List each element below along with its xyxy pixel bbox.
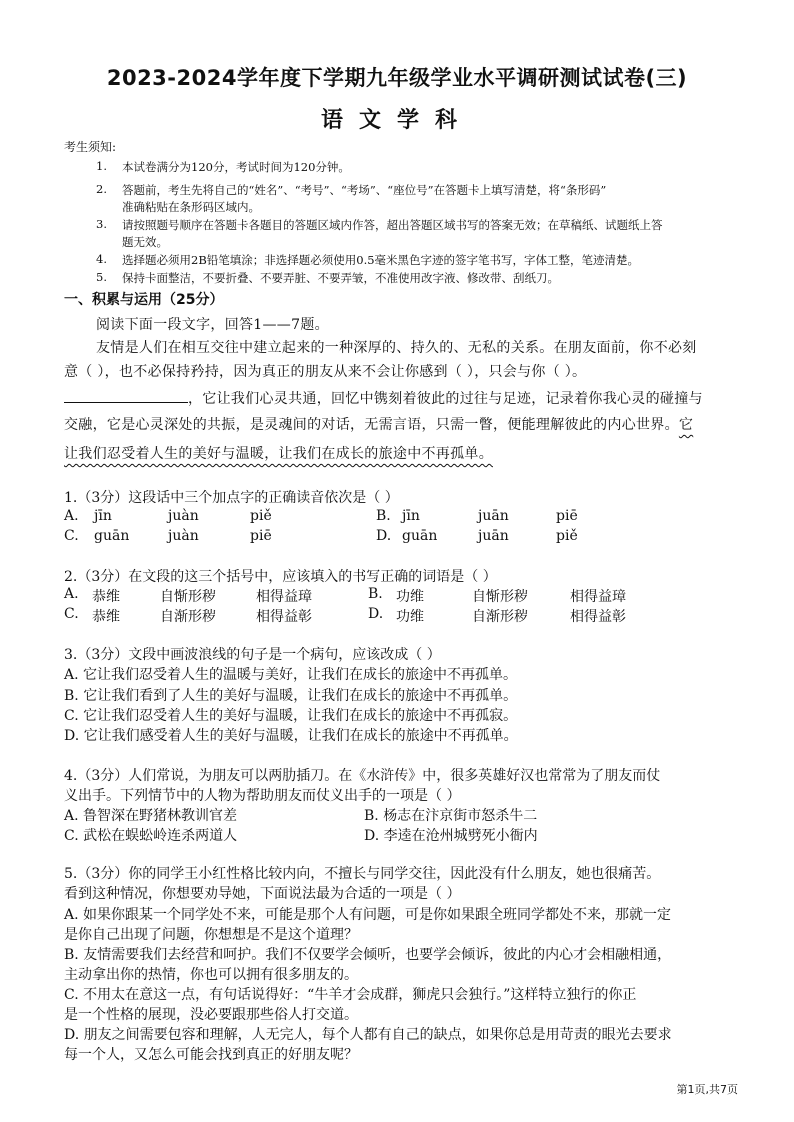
notice-text: 答题前，考生先将自己的“姓名”、“考号”、“考场”、“座位号”在答题卡上填写清楚，将“条形码” — [122, 183, 607, 197]
option-b: B. 友情需要我们去经营和呵护。我们不仅要学会倾听，也要学会倾诉，彼此的内心才会相融相通， — [64, 947, 672, 963]
option-cell: juān — [478, 528, 509, 544]
option-cell: 自渐形秽 — [160, 609, 216, 625]
option-cell: 相得益璋 — [570, 589, 626, 605]
option-c: 是一个性格的展现，没必要跟那些俗人打交道。 — [64, 1007, 358, 1023]
option-d: 每一个人，又怎么可能会找到真正的好朋友呢？ — [64, 1047, 358, 1063]
question-3-stem: 3.（3分）文段中画波浪线的句子是一个病句，应该改成（ ） — [64, 647, 441, 663]
option-b: B. 它让我们看到了人生的美好与温暖，让我们在成长的旅途中不再孤单。 — [64, 688, 518, 704]
option-cell: juān — [478, 508, 509, 524]
notice-num: 5. — [96, 270, 107, 284]
notice-heading: 考生须知: — [64, 140, 117, 154]
passage-line — [64, 414, 693, 434]
option-cell: guān — [94, 528, 130, 544]
option-cell: guān — [402, 528, 438, 544]
passage-text: ，它让我们心灵共通，回忆中镌刻着彼此的过往与足迹，记录着你我心灵的碰撞与 — [188, 391, 703, 407]
option-cell: 相得益璋 — [256, 589, 312, 605]
exam-title: 2023-2024学年度下学期九年级学业水平调研测试试卷(三) — [106, 66, 688, 90]
section-heading: 一、积累与运用（25分） — [64, 292, 224, 308]
notice-text: 准确粘贴在条形码区域内。 — [122, 200, 260, 214]
option-c: C. 不用太在意这一点，有句话说得好：“牛羊才会成群，狮虎只会独行。”这样特立独行的你正 — [64, 987, 637, 1003]
option-label: A. — [64, 586, 79, 602]
option-a: 是你自己出现了问题，你想想是不是这个道理？ — [64, 927, 358, 943]
notice-num: 3. — [96, 217, 107, 231]
option-label: B. — [368, 586, 383, 602]
option-label: B. — [376, 508, 391, 524]
option-cell: piē — [250, 528, 272, 544]
option-cell: juàn — [168, 508, 199, 524]
page-number: 第1页,共7页 — [676, 1083, 738, 1096]
notice-text: 选择题必须用2B铅笔填涂；非选择题必须使用0.5毫米黑色字迹的签字笔书写，字体工整，笔迹清楚。 — [122, 253, 640, 267]
question-2-stem: 2.（3分）在文段的这三个括号中，应该填入的书写正确的词语是（ ） — [64, 569, 497, 585]
question-4-stem: 4.（3分）人们常说，为朋友可以两肋插刀。在《水浒传》中，很多英雄好汉也常常为了朋友而仗 — [64, 768, 661, 784]
wavy-underlined-sentence: 让我们忍受着人生的美好与温暖，让我们在成长的旅途中不再孤单。 — [64, 446, 493, 462]
option-a: A. 鲁智深在野猪林教训官差 — [64, 808, 238, 824]
option-c: C. 它让我们忍受着人生的美好与温暖，让我们在成长的旅途中不再孤寂。 — [64, 708, 518, 724]
option-cell: juàn — [168, 528, 199, 544]
option-label: C. — [64, 528, 79, 544]
option-cell: jīn — [402, 508, 420, 524]
reading-intro: 阅读下面一段文字，回答1——7题。 — [96, 317, 329, 333]
notice-text: 保持卡面整洁，不要折叠、不要弄脏、不要弄皱，不准使用改字液、修改带、刮纸刀。 — [122, 271, 559, 285]
question-5-stem: 5.（3分）你的同学王小红性格比较内向，不擅长与同学交往，因此没有什么朋友，她也很痛苦。 — [64, 866, 661, 882]
option-d: D. 它让我们感受着人生的美好与温暖，让我们在成长的旅途中不再孤单。 — [64, 728, 518, 744]
fill-blank-line — [64, 387, 188, 403]
notice-text: 请按照题号顺序在答题卡各题目的答题区域内作答，超出答题区域书写的答案无效；在草稿纸、试题纸上答 — [122, 218, 663, 232]
option-cell: 功维 — [396, 589, 424, 605]
passage-line — [64, 443, 493, 463]
option-cell: piě — [250, 508, 272, 524]
option-cell: piě — [556, 528, 578, 544]
notice-text: 本试卷满分为120分，考试时间为120分钟。 — [122, 160, 350, 174]
notice-num: 4. — [96, 252, 107, 266]
option-label: C. — [64, 606, 79, 622]
option-cell: 相得益彰 — [570, 609, 626, 625]
passage-line: 意（ ），也不必保持矜持，因为真正的朋友从来不会让你感到（ ），只会与你（ ）。 — [64, 364, 587, 380]
option-label: D. — [368, 606, 384, 622]
option-d: D. 朋友之间需要包容和理解，人无完人，每个人都有自己的缺点，如果你总是用苛责的眼光去要求 — [64, 1027, 672, 1043]
wavy-underlined-text: 它 — [678, 417, 694, 433]
option-cell: 自惭形秽 — [472, 589, 528, 605]
option-cell: 恭维 — [92, 589, 120, 605]
option-label: A. — [64, 508, 79, 524]
notice-num: 2. — [96, 182, 107, 196]
passage-line — [64, 387, 703, 408]
option-c: C. 武松在蜈蚣岭连杀两道人 — [64, 828, 238, 844]
option-d: D. 李逵在沧州城劈死小衙内 — [364, 828, 538, 844]
subject-title: 语文学科 — [320, 108, 473, 133]
notice-num: 1. — [96, 159, 107, 173]
option-cell: piē — [556, 508, 578, 524]
question-4-stem: 义出手。下列情节中的人物为帮助朋友而仗义出手的一项是（ ） — [64, 788, 461, 804]
option-cell: 恭维 — [92, 609, 120, 625]
option-cell: 自渐形秽 — [472, 609, 528, 625]
passage-line: 友情是人们在相互交往中建立起来的一种深厚的、持久的、无私的关系。在朋友面前，你不必刻 — [96, 340, 697, 356]
option-b: 主动拿出你的热情，你也可以拥有很多朋友的。 — [64, 967, 358, 983]
option-cell: jīn — [94, 508, 112, 524]
option-label: D. — [376, 528, 392, 544]
option-a: A. 如果你跟某一个同学处不来，可能是那个人有问题，可是你如果跟全班同学都处不来，那就一定 — [64, 907, 672, 923]
option-a: A. 它让我们忍受着人生的温暖与美好，让我们在成长的旅途中不再孤单。 — [64, 667, 518, 683]
question-1-stem: 1.（3分）这段话中三个加点字的正确读音依次是（ ） — [64, 490, 399, 506]
passage-text: 交融，它是心灵深处的共振，是灵魂间的对话，无需言语，只需一瞥，便能理解彼此的内心世界。 — [64, 417, 679, 433]
option-cell: 自惭形秽 — [160, 589, 216, 605]
option-cell: 功维 — [396, 609, 424, 625]
notice-text: 题无效。 — [122, 235, 168, 249]
option-cell: 相得益彰 — [256, 609, 312, 625]
question-5-stem: 看到这种情况，你想要劝导她，下面说法最为合适的一项是（ ） — [64, 886, 461, 902]
option-b: B. 杨志在汴京街市怒杀牛二 — [364, 808, 538, 824]
